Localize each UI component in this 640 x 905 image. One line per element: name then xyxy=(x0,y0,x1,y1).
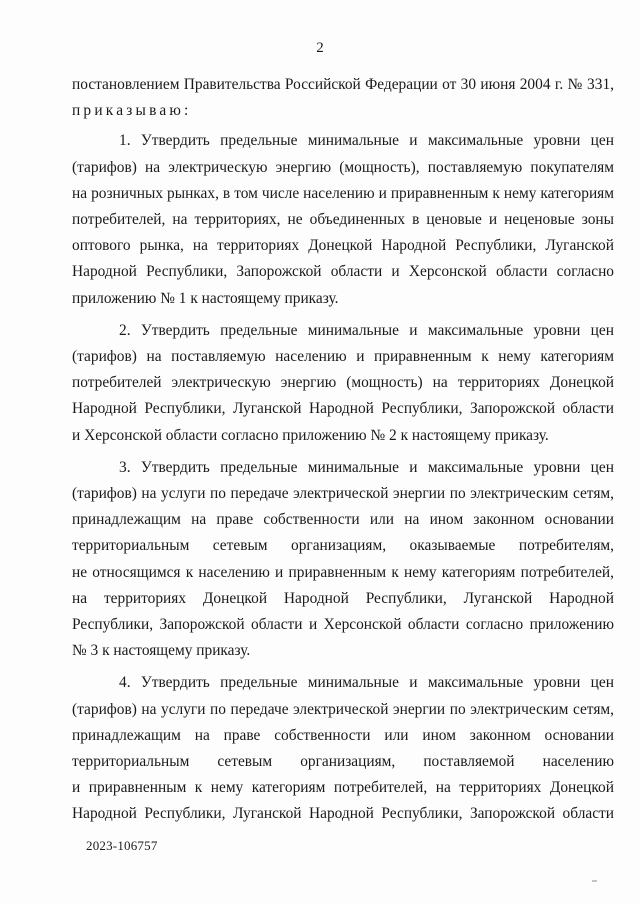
text-line: оптового рынка, на территориях Донецкой Народной Республики, Луганской xyxy=(72,237,614,255)
text-line: Республики, Запорожской области и Херсонской области согласно приложению xyxy=(72,616,614,634)
text-line: 2. Утвердить предельные минимальные и максимальные уровни цен xyxy=(119,321,614,339)
text-line: принадлежащим на праве собственности или на ином законном основании xyxy=(72,511,614,529)
text-line: 4. Утвердить предельные минимальные и максимальные уровни цен xyxy=(119,674,614,692)
text-line: постановлением Правительства Российской Федерации от 30 июня 2004 г. № 331, xyxy=(72,76,614,93)
order-word: приказываю: xyxy=(72,102,192,120)
scan-speck xyxy=(592,880,597,882)
text-line: потребителей электрическую энергию (мощность) на территориях Донецкой xyxy=(72,374,614,392)
text-line: (тарифов) на услуги по передаче электрической энергии по электрическим сетям, xyxy=(72,700,614,718)
text-line: территориальным сетевым организациям, поставляемой населению xyxy=(72,753,614,771)
text-line: не относящимся к населению и приравненным к нему категориям потребителей, xyxy=(72,563,614,581)
text-line: и Херсонской области согласно приложению № 2 к настоящему приказу. xyxy=(72,426,549,444)
text-line: 3. Утвердить предельные минимальные и максимальные уровни цен xyxy=(119,458,614,476)
text-line: 1. Утвердить предельные минимальные и максимальные уровни цен xyxy=(119,132,614,150)
text-line: Народной Республики, Луганской Народной Республики, Запорожской области xyxy=(72,805,614,823)
clause-2 xyxy=(72,318,614,449)
clause-4 xyxy=(72,670,614,827)
text-line: приложению № 1 к настоящему приказу. xyxy=(72,289,339,307)
text-line: и приравненным к нему категориям потребителей, на территориях Донецкой xyxy=(72,779,614,797)
text-line: (тарифов) на услуги по передаче электрической энергии по электрическим сетям, xyxy=(72,485,614,503)
document-body xyxy=(72,72,614,828)
intro-paragraph xyxy=(72,72,614,124)
text-line: на розничных рынках, в том числе населению и приравненным к нему категориям xyxy=(72,184,614,202)
document-id: 2023-106757 xyxy=(86,838,158,853)
clause-1 xyxy=(72,128,614,311)
text-line: на территориях Донецкой Народной Республики, Луганской Народной xyxy=(72,589,614,607)
text-line: № 3 к настоящему приказу. xyxy=(72,642,251,660)
page-number: 2 xyxy=(316,40,324,56)
text-line: потребителей, на территориях, не объединенных в ценовые и неценовые зоны xyxy=(72,211,614,229)
text-line: территориальным сетевым организациям, оказываемые потребителям, xyxy=(72,537,614,555)
text-line: Народной Республики, Луганской Народной Республики, Запорожской области xyxy=(72,400,614,418)
text-line: принадлежащим на праве собственности или ином законном основании xyxy=(72,726,614,744)
clause-3 xyxy=(72,455,614,665)
text-line: Народной Республики, Запорожской области и Херсонской области согласно xyxy=(72,263,614,281)
text-line: (тарифов) на электрическую энергию (мощность), поставляемую покупателям xyxy=(72,158,614,176)
text-line: (тарифов) на поставляемую населению и приравненным к нему категориям xyxy=(72,348,614,366)
